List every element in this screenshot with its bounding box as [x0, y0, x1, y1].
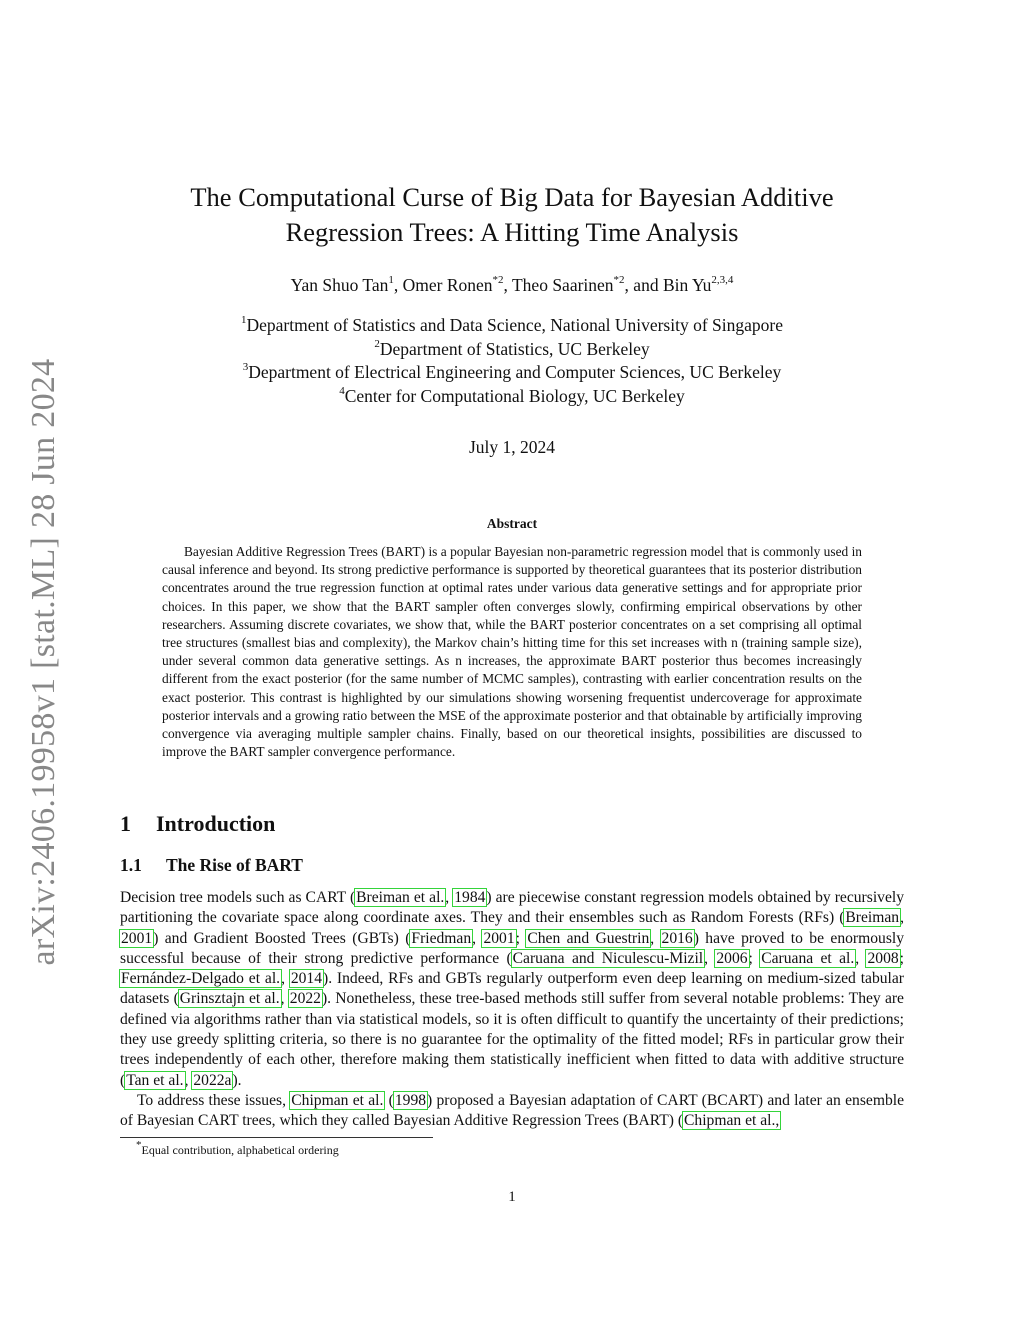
citation-link[interactable]: Fernández-Delgado et al.	[121, 970, 281, 988]
section-title: Introduction	[156, 811, 276, 836]
affiliation-mark: 4	[339, 384, 345, 397]
body-text	[120, 888, 904, 1132]
citation-link[interactable]: Tan et al.	[126, 1071, 184, 1089]
paragraph-text: ,	[281, 970, 290, 988]
paragraph-text: ). Nonetheless, these tree-based methods still suffer from several notable problems: They are defined via algorithms rather than via statistical models, so it is often difficult to quantify the uncertainty of their predictions; they use greedy splitting criteria, so there is no guarantee for the optimality of the fitted model; RFs in particular grow their trees independently of each other, therefore making them statistically inefficient when fitted to data with additive structure (	[120, 990, 904, 1089]
citation-link[interactable]: 2008	[867, 949, 899, 967]
abstract-text: Bayesian Additive Regression Trees (BART) is a popular Bayesian non-parametric regression model that is commonly used in causal inference and beyond. Its strong predictive performance is supported by theoretical guarantees that its posterior distribution concentrates around the true regression function at optimal rates under various data generative settings and for appropriate prior choices. In this paper, we show that the BART sampler often converges slowly, confirming empirical observations by other researchers. Assuming discrete covariates, we show that, while the BART posterior concentrates on a set comprising all optimal tree structures (smallest bias and complexity), the Markov chain’s hitting time for this set increases with n (training sample size), under several common data generative settings. As n increases, the approximate BART posterior thus becomes increasingly different from the exact posterior (for the same number of MCMC samples), contrasting with earlier concentration results on the exact posterior. This contrast is highlighted by our simulations showing worsening frequentist undercoverage for approximate posterior intervals and a growing ratio between the MSE of the approximate posterior and that obtainable by artificially improving convergence via averaging multiple sampler chains. Finally, based on our theoretical insights, possibilities are discussed to improve the BART sampler convergence performance.	[162, 544, 862, 760]
paragraph	[120, 1091, 904, 1132]
citation-link[interactable]: Chipman et al.	[291, 1091, 384, 1109]
citation-link[interactable]: Breiman et al.	[356, 889, 445, 906]
paragraph-text: ) have proved to be enormously successful because of their strong predictive performance (	[120, 929, 905, 967]
citation-link[interactable]: Caruana et al.	[761, 949, 855, 967]
author-name: Bin Yu	[662, 275, 712, 295]
paragraph-text: To address these issues,	[137, 1091, 291, 1109]
author-affiliation-mark: 2,3,4	[711, 274, 734, 287]
affiliation-list	[120, 314, 904, 408]
paragraph-text: ;	[899, 949, 905, 967]
affiliation-line	[120, 361, 904, 385]
arxiv-identifier: arXiv:2406.19958v1 [stat.ML] 28 Jun 2024	[25, 358, 62, 966]
paragraph-text: ) are piecewise constant regression models obtained by recursively partitioning the covariate space along coordinate axes. They and their ensembles such as Random Forests (RFs) (	[120, 889, 904, 927]
title-line-2: Regression Trees: A Hitting Time Analysis	[285, 217, 739, 247]
citation-link[interactable]: 2022a	[193, 1071, 232, 1089]
footnote-text: Equal contribution, alphabetical ordering	[141, 1143, 339, 1157]
abstract-heading: Abstract	[486, 516, 538, 531]
paper-date: July 1, 2024	[468, 437, 556, 457]
paragraph-text: Decision tree models such as CART (	[120, 889, 356, 906]
paragraph-text: ,	[184, 1071, 193, 1089]
citation-link[interactable]: 2006	[716, 949, 748, 967]
affiliation-line	[120, 314, 904, 338]
author-separator: , and	[624, 275, 663, 295]
affiliation-text: Center for Computational Biology, UC Berkeley	[344, 385, 685, 406]
citation-link[interactable]: 2016	[661, 929, 693, 947]
paragraph-text: (	[384, 1091, 394, 1109]
citation-link[interactable]: Caruana and Niculescu-Mizil	[512, 949, 704, 967]
affiliation-text: Department of Electrical Engineering and Computer Sciences, UC Berkeley	[248, 362, 782, 382]
author-affiliation-mark: 1	[388, 274, 394, 287]
paragraph-text: ,	[704, 949, 716, 967]
paragraph-text: ). Indeed, RFs and GBTs regularly outperform even deep learning on medium-sized tabular datasets (	[120, 970, 904, 1008]
paragraph	[120, 888, 904, 1091]
author-name: Theo Saarinen	[511, 275, 614, 295]
affiliation-text: Department of Statistics, UC Berkeley	[379, 338, 650, 359]
paragraph-text: ) proposed a Bayesian adaptation of CART (BCART) and later an ensemble of Bayesian CART trees, which they called Bayesian Additive Regression Trees (BART) (	[120, 1091, 904, 1130]
citation-link[interactable]: Chen and Guestrin	[527, 929, 650, 947]
affiliation-line	[120, 338, 904, 362]
citation-link[interactable]: Breiman	[845, 909, 900, 927]
citation-link[interactable]: Chipman et al.,	[684, 1112, 780, 1130]
citation-link[interactable]: 1984	[454, 889, 486, 906]
paragraph-text: ;	[515, 929, 527, 947]
subsection-title: The Rise of BART	[166, 855, 303, 875]
footnote-mark: *	[136, 1139, 142, 1151]
footnote	[136, 1139, 339, 1158]
citation-link[interactable]: 2014	[290, 970, 322, 988]
paragraph-text: ,	[900, 909, 904, 927]
author-affiliation-mark: *2	[613, 274, 625, 287]
affiliation-mark: 3	[242, 361, 249, 374]
author-separator: ,	[393, 275, 403, 295]
citation-link[interactable]: Friedman	[411, 929, 472, 947]
section-number: 1	[120, 811, 131, 836]
footnote-rule	[120, 1137, 433, 1138]
citation-link[interactable]: 1998	[394, 1091, 427, 1109]
paper-title	[120, 180, 904, 250]
author-list	[120, 272, 904, 298]
citation-link[interactable]: 2001	[483, 929, 515, 947]
title-line-1: The Computational Curse of Big Data for Bayesian Additive	[190, 182, 834, 212]
paragraph-text: ) and Gradient Boosted Trees (GBTs) (	[153, 929, 411, 947]
section-heading	[120, 811, 275, 837]
citation-link[interactable]: 2022	[289, 990, 321, 1008]
paragraph-text: ,	[445, 889, 454, 906]
subsection-heading	[120, 855, 303, 876]
author-affiliation-mark: *2	[492, 274, 504, 287]
page-number: 1	[508, 1189, 516, 1205]
author-name: Omer Ronen	[402, 275, 493, 295]
paragraph-text: ,	[855, 949, 867, 967]
paragraph-text: ,	[472, 929, 483, 947]
citation-link[interactable]: 2001	[121, 929, 153, 947]
affiliation-line	[120, 385, 904, 409]
affiliation-text: Department of Statistics and Data Science, National University of Singapore	[246, 315, 784, 335]
author-separator: ,	[503, 275, 512, 295]
affiliation-mark: 2	[374, 337, 380, 350]
paragraph-text: ,	[280, 990, 289, 1008]
citation-link[interactable]: Grinsztajn et al.	[179, 990, 280, 1008]
paragraph-text: ;	[748, 949, 761, 967]
paragraph-text: ).	[232, 1071, 242, 1089]
affiliation-mark: 1	[240, 314, 247, 327]
author-name: Yan Shuo Tan	[290, 275, 389, 295]
subsection-number: 1.1	[120, 855, 142, 875]
paragraph-text: ,	[650, 929, 661, 947]
